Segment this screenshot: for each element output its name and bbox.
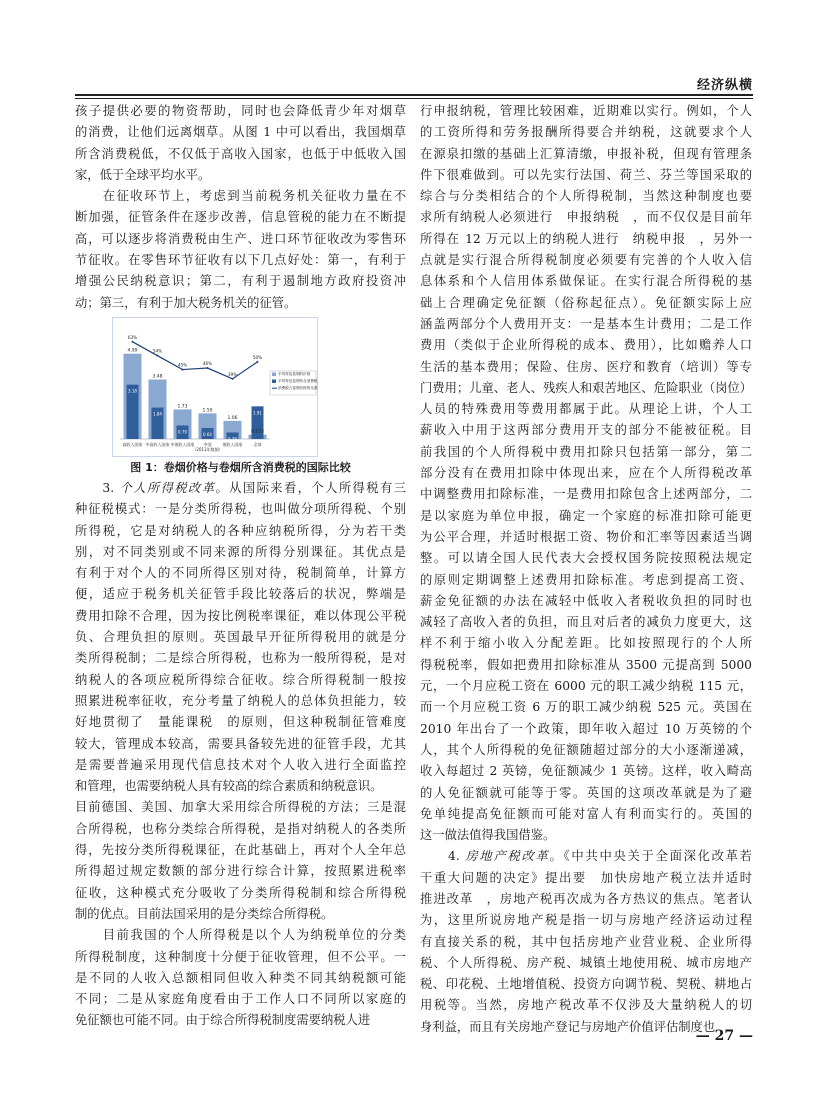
value-label-price: 4.99 xyxy=(127,348,138,354)
text-line: 所得在 12 万元以上的纳税人进行 纳税申报 ，另外一 xyxy=(420,231,752,246)
text-line: 在征收环节上，考虑到当前税务机关征收力量在不 xyxy=(75,189,406,204)
text-line: 动；第三，有利于加大税务机关的征管。 xyxy=(75,295,297,310)
header-rule-thick xyxy=(75,94,753,96)
legend-entry-1: 平均每包卷烟所含消费税 xyxy=(278,379,318,383)
text-line: 3. 个人所得税改革。从国际来看，个人所得税有三 xyxy=(75,481,406,495)
text-line: 点就是实行混合所得税制度必须要有完善的个人收入信 xyxy=(420,253,752,268)
text-line: 所得税制度，这种制度十分便于征收管理，但不公平。一 xyxy=(75,949,406,964)
text-line: 纳税人的各项应税所得综合征收。综合所得税制一般按 xyxy=(75,672,406,687)
pct-label: 39% xyxy=(227,371,238,377)
pct-label: 63% xyxy=(127,334,138,340)
text-line: 的工资所得和劳务报酬所得要合并纳税，这就要求个人 xyxy=(420,125,752,140)
header-rule-thin xyxy=(75,98,753,99)
text-line: 免单纯提高免征额而可能对富人有利而实行的。英国的 xyxy=(420,806,752,821)
text-line: 门费用；儿童、老人、残疾人和艰苦地区、危险职业（岗位） xyxy=(420,380,752,395)
text-line: 征收，这种模式充分吸收了分类所得税制和综合所得税 xyxy=(75,885,406,900)
value-label-tax: 1.84 xyxy=(153,411,162,417)
value-label-price: 1.73 xyxy=(177,404,188,410)
text-line: 和管理，也需要纳税人具有较高的综合素质和纳税意识。 xyxy=(75,779,383,794)
text-line: 推进改革 ，房地产税再次成为各方热议的焦点。笔者认 xyxy=(420,891,752,906)
text-line: 别，对不同类别或不同来源的所得分别课征。其优点是 xyxy=(75,544,406,559)
pct-label: 46% xyxy=(202,361,213,367)
text-line: 的原则定期调整上述费用扣除标准。考虑到提高工资、 xyxy=(420,572,752,587)
value-label-price: 0.253 xyxy=(251,429,264,435)
text-line: 增强公民纳税意识；第二，有利于遏制地方政府投资冲 xyxy=(75,274,406,289)
text-line: 所得超过规定数额的部分进行综合计算，按照累进税率 xyxy=(75,864,406,879)
text-line: 得税税率，假如把费用扣除标准从 3500 元提高到 5000 xyxy=(420,657,752,672)
text-line: 求所有纳税人必须进行 申报纳税 ，而不仅仅是目前年 xyxy=(420,210,752,225)
text-line: 所得税，它是对纳税人的各种应纳税所得，分为若干类 xyxy=(75,523,406,538)
legend-entry-2: 消费税占卷烟价格的比重 xyxy=(278,386,318,390)
text-line: 人员的特殊费用等费用都属于此。从理论上讲，个人工 xyxy=(420,402,752,417)
category-label: 高收入国家 xyxy=(122,442,143,447)
page-number: — 27 — xyxy=(695,1028,753,1044)
text-line: 样不利于缩小收入分配差距。比如按照现行的个人所 xyxy=(420,636,752,651)
text-line: 便，适应于税务机关征管手段比较落后的状况，弊端是 xyxy=(75,587,406,602)
text-line: 负、合理负担的原则。英国最早开征所得税用的就是分 xyxy=(75,630,406,645)
text-line: 减轻了高收入者的负担，而且对后者的减负力度更大，这 xyxy=(420,615,752,630)
pct-label: 50% xyxy=(252,354,263,360)
text-line: 税、个人所得税、房产税、城镇土地使用税、城市房地产 xyxy=(420,955,752,970)
text-line: 有直接关系的税，其中包括房地产业营业税、企业所得 xyxy=(420,934,752,949)
text-line: 是不同的人收入总额相同但收入种类不同其纳税额可能 xyxy=(75,970,406,985)
text-line: 类所得税制；二是综合所得税，也称为一般所得税，是对 xyxy=(75,651,406,666)
text-line: 元，一个月应税工资在 6000 元的职工减少纳税 115 元， xyxy=(420,679,752,694)
text-line: 好地贯彻了 量能课税 的原则，但这种税制征管难度 xyxy=(75,715,406,730)
value-label-tax: 0.64 xyxy=(203,432,212,438)
text-line: 2010 年出台了一个政策，即年收入超过 10 万英镑的个 xyxy=(420,721,752,736)
text-line: 4. 房地产税改革。《中共中央关于全面深化改革若 xyxy=(420,849,752,864)
text-line: 合所得税，也称分类综合所得税，是指对纳税人的各类所 xyxy=(75,821,406,836)
text-line: 费用扣除不合理，因为按比例税率课征，难以体现公平税 xyxy=(75,608,406,623)
left-column-body-text xyxy=(75,478,406,1032)
line-point-0 xyxy=(132,341,134,343)
text-line: 薪金免征额的办法在减轻中低收入者税收负担的同时也 xyxy=(420,593,752,608)
text-line: 生活的基本费用；保险、住房、医疗和教育（培训）等专 xyxy=(420,359,752,374)
text-line: 的人免征额就可能等于零。英国的这项改革就是为了避 xyxy=(420,785,752,800)
text-line: 得，先按分类所得税课征，在此基础上，再对个人全年总 xyxy=(75,843,406,858)
text-line: 干重大问题的决定》提出要 加快房地产税立法并适时 xyxy=(420,870,752,885)
line-point-4 xyxy=(232,378,234,380)
text-line: 这一做法值得我国借鉴。 xyxy=(420,828,556,843)
value-label-price: 1.50 xyxy=(202,408,213,414)
value-label-tax: 0.38 xyxy=(228,436,237,442)
text-line: 所含消费税低，不仅低于高收入国家，也低于中低收入国 xyxy=(75,146,406,161)
right-column-text xyxy=(420,101,752,1038)
text-line: 目前德国、美国、加拿大采用综合所得税的方法；三是混 xyxy=(75,800,406,815)
text-line: 不同；二是从家庭角度看由于工作人口不同所以家庭的 xyxy=(75,992,406,1007)
text-line: 行申报纳税，管理比较困难，近期难以实行。例如，个人 xyxy=(420,104,752,118)
text-line: 涵盖两部分个人费用开支：一是基本生计费用；二是工作 xyxy=(420,316,752,331)
pct-label: 45% xyxy=(177,362,188,368)
text-line: 断加强，征管条件在逐步改善，信息管税的能力在不断提 xyxy=(75,210,406,225)
text-line: 节征收。在零售环节征收有以下几点好处：第一，有利于 xyxy=(75,253,406,268)
text-line: 种征税模式：一是分类所得税，也叫做分项所得税、个别 xyxy=(75,502,406,517)
text-line: 税、印花税、土地增值税、投资方向调节税、契税、耕地占 xyxy=(420,977,752,992)
category-label: 中国 xyxy=(203,442,212,447)
text-line: 费用（类似于企业所得税的成本、费用），比如赡养人口 xyxy=(420,338,752,353)
text-line: 的消费，让他们远离烟草。从图 1 中可以看出，我国烟草 xyxy=(75,125,406,140)
text-line: 整。可以请全国人民代表大会授权国务院按照税法规定 xyxy=(420,551,752,566)
text-line: 用税等。当然，房地产税改革不仅涉及大量纳税人的切 xyxy=(420,998,752,1013)
text-line: 在源泉扣缴的基础上汇算清缴，申报补税，但现有管理条 xyxy=(420,146,752,161)
text-line: 收入每超过 2 英镑，免征额减少 1 英镑。这样，收入畸高 xyxy=(420,764,752,779)
cigarette-tax-chart xyxy=(112,317,318,457)
pct-label: 54% xyxy=(152,348,163,354)
journal-section-title: 经济纵横 xyxy=(696,78,753,93)
text-line: 薪收入中用于这两部分费用开支的部分不能被征税。目 xyxy=(420,423,752,438)
text-line: 础上合理确定免征额（俗称起征点）。免征额实际上应 xyxy=(420,295,752,310)
text-line: 息体系和个人信用体系做保证。在实行混合所得税的基 xyxy=(420,274,752,289)
category-label: 低收入国家 xyxy=(222,442,243,447)
category-label: 中高收入国家 xyxy=(145,442,170,447)
text-line: 而一个月应税工资 6 万的职工减少纳税 525 元。英国在 xyxy=(420,700,752,715)
running-header xyxy=(75,70,753,96)
text-line: 件下很难做到。可以先实行法国、荷兰、芬兰等国采取的 xyxy=(420,167,752,182)
category-label: （2011年数据） xyxy=(192,447,223,452)
line-point-2 xyxy=(182,369,184,371)
text-line: 身利益，而且有关房地产登记与房地产价值评估制度也 xyxy=(420,1019,716,1034)
text-line: 是以家庭为单位申报，确定一个家庭的标准扣除可能更 xyxy=(420,508,752,523)
value-label-tax: 1.91 xyxy=(253,410,262,416)
category-label: 全球 xyxy=(253,442,262,447)
text-line: 免征额也可能不同。由于综合所得税制度需要纳税人进 xyxy=(75,1013,371,1028)
text-line: 前我国的个人所得税中费用扣除只包括第一部分，第二 xyxy=(420,444,752,459)
value-label-tax: 3.18 xyxy=(128,388,137,394)
text-line: 综合与分类相结合的个人所得税制，当然这种制度也要 xyxy=(420,189,752,204)
value-label-price: 1.06 xyxy=(227,415,238,421)
left-column-top-text xyxy=(75,101,406,314)
text-line: 孩子提供必要的物资帮助，同时也会降低青少年对烟草 xyxy=(75,104,406,118)
text-line: 是需要普遍采用现代信息技术对个人收入进行全面监控 xyxy=(75,757,406,772)
line-point-5 xyxy=(257,361,259,363)
legend-swatch-0 xyxy=(272,373,276,377)
value-label-tax: 0.79 xyxy=(178,429,187,435)
text-line: 部分没有在费用扣除中体现出来，应在个人所得税改革 xyxy=(420,466,752,481)
text-line: 照累进税率征收，充分考量了纳税人的总体负担能力，较 xyxy=(75,693,406,708)
text-line: 家，低于全球平均水平。 xyxy=(75,167,211,182)
text-line: 有利于对个人的不同所得区别对待，税制简单，计算方 xyxy=(75,566,406,581)
category-label: 中低收入国家 xyxy=(170,442,195,447)
text-line: 目前我国的个人所得税是以个人为纳税单位的分类 xyxy=(75,928,406,943)
value-label-price: 3.48 xyxy=(152,374,163,380)
line-point-3 xyxy=(207,367,209,369)
text-line: 为公平合理，并适时根据工资、物价和汇率等因素适当调 xyxy=(420,529,752,544)
legend-entry-0: 平均每包卷烟的价格 xyxy=(278,372,311,376)
text-line: 为，这里所说房地产税是指一切与房地产经济运动过程 xyxy=(420,913,752,928)
line-point-1 xyxy=(157,355,159,357)
text-line: 人，其个人所得税的免征额随超过部分的大小逐渐递减， xyxy=(420,742,752,757)
text-line: 制的优点。目前法国采用的是分类综合所得税。 xyxy=(75,906,334,921)
text-line: 中调整费用扣除标准，一是费用扣除包含上述两部分，二 xyxy=(420,487,752,502)
figure-caption: 图 1：卷烟价格与卷烟所含消费税的国际比较 xyxy=(130,461,351,474)
text-line: 高，可以逐步将消费税由生产、进口环节征收改为零售环 xyxy=(75,231,406,246)
text-line: 较大，管理成本较高，需要具备较先进的征管手段，尤其 xyxy=(75,736,406,751)
legend-swatch-1 xyxy=(272,380,276,384)
